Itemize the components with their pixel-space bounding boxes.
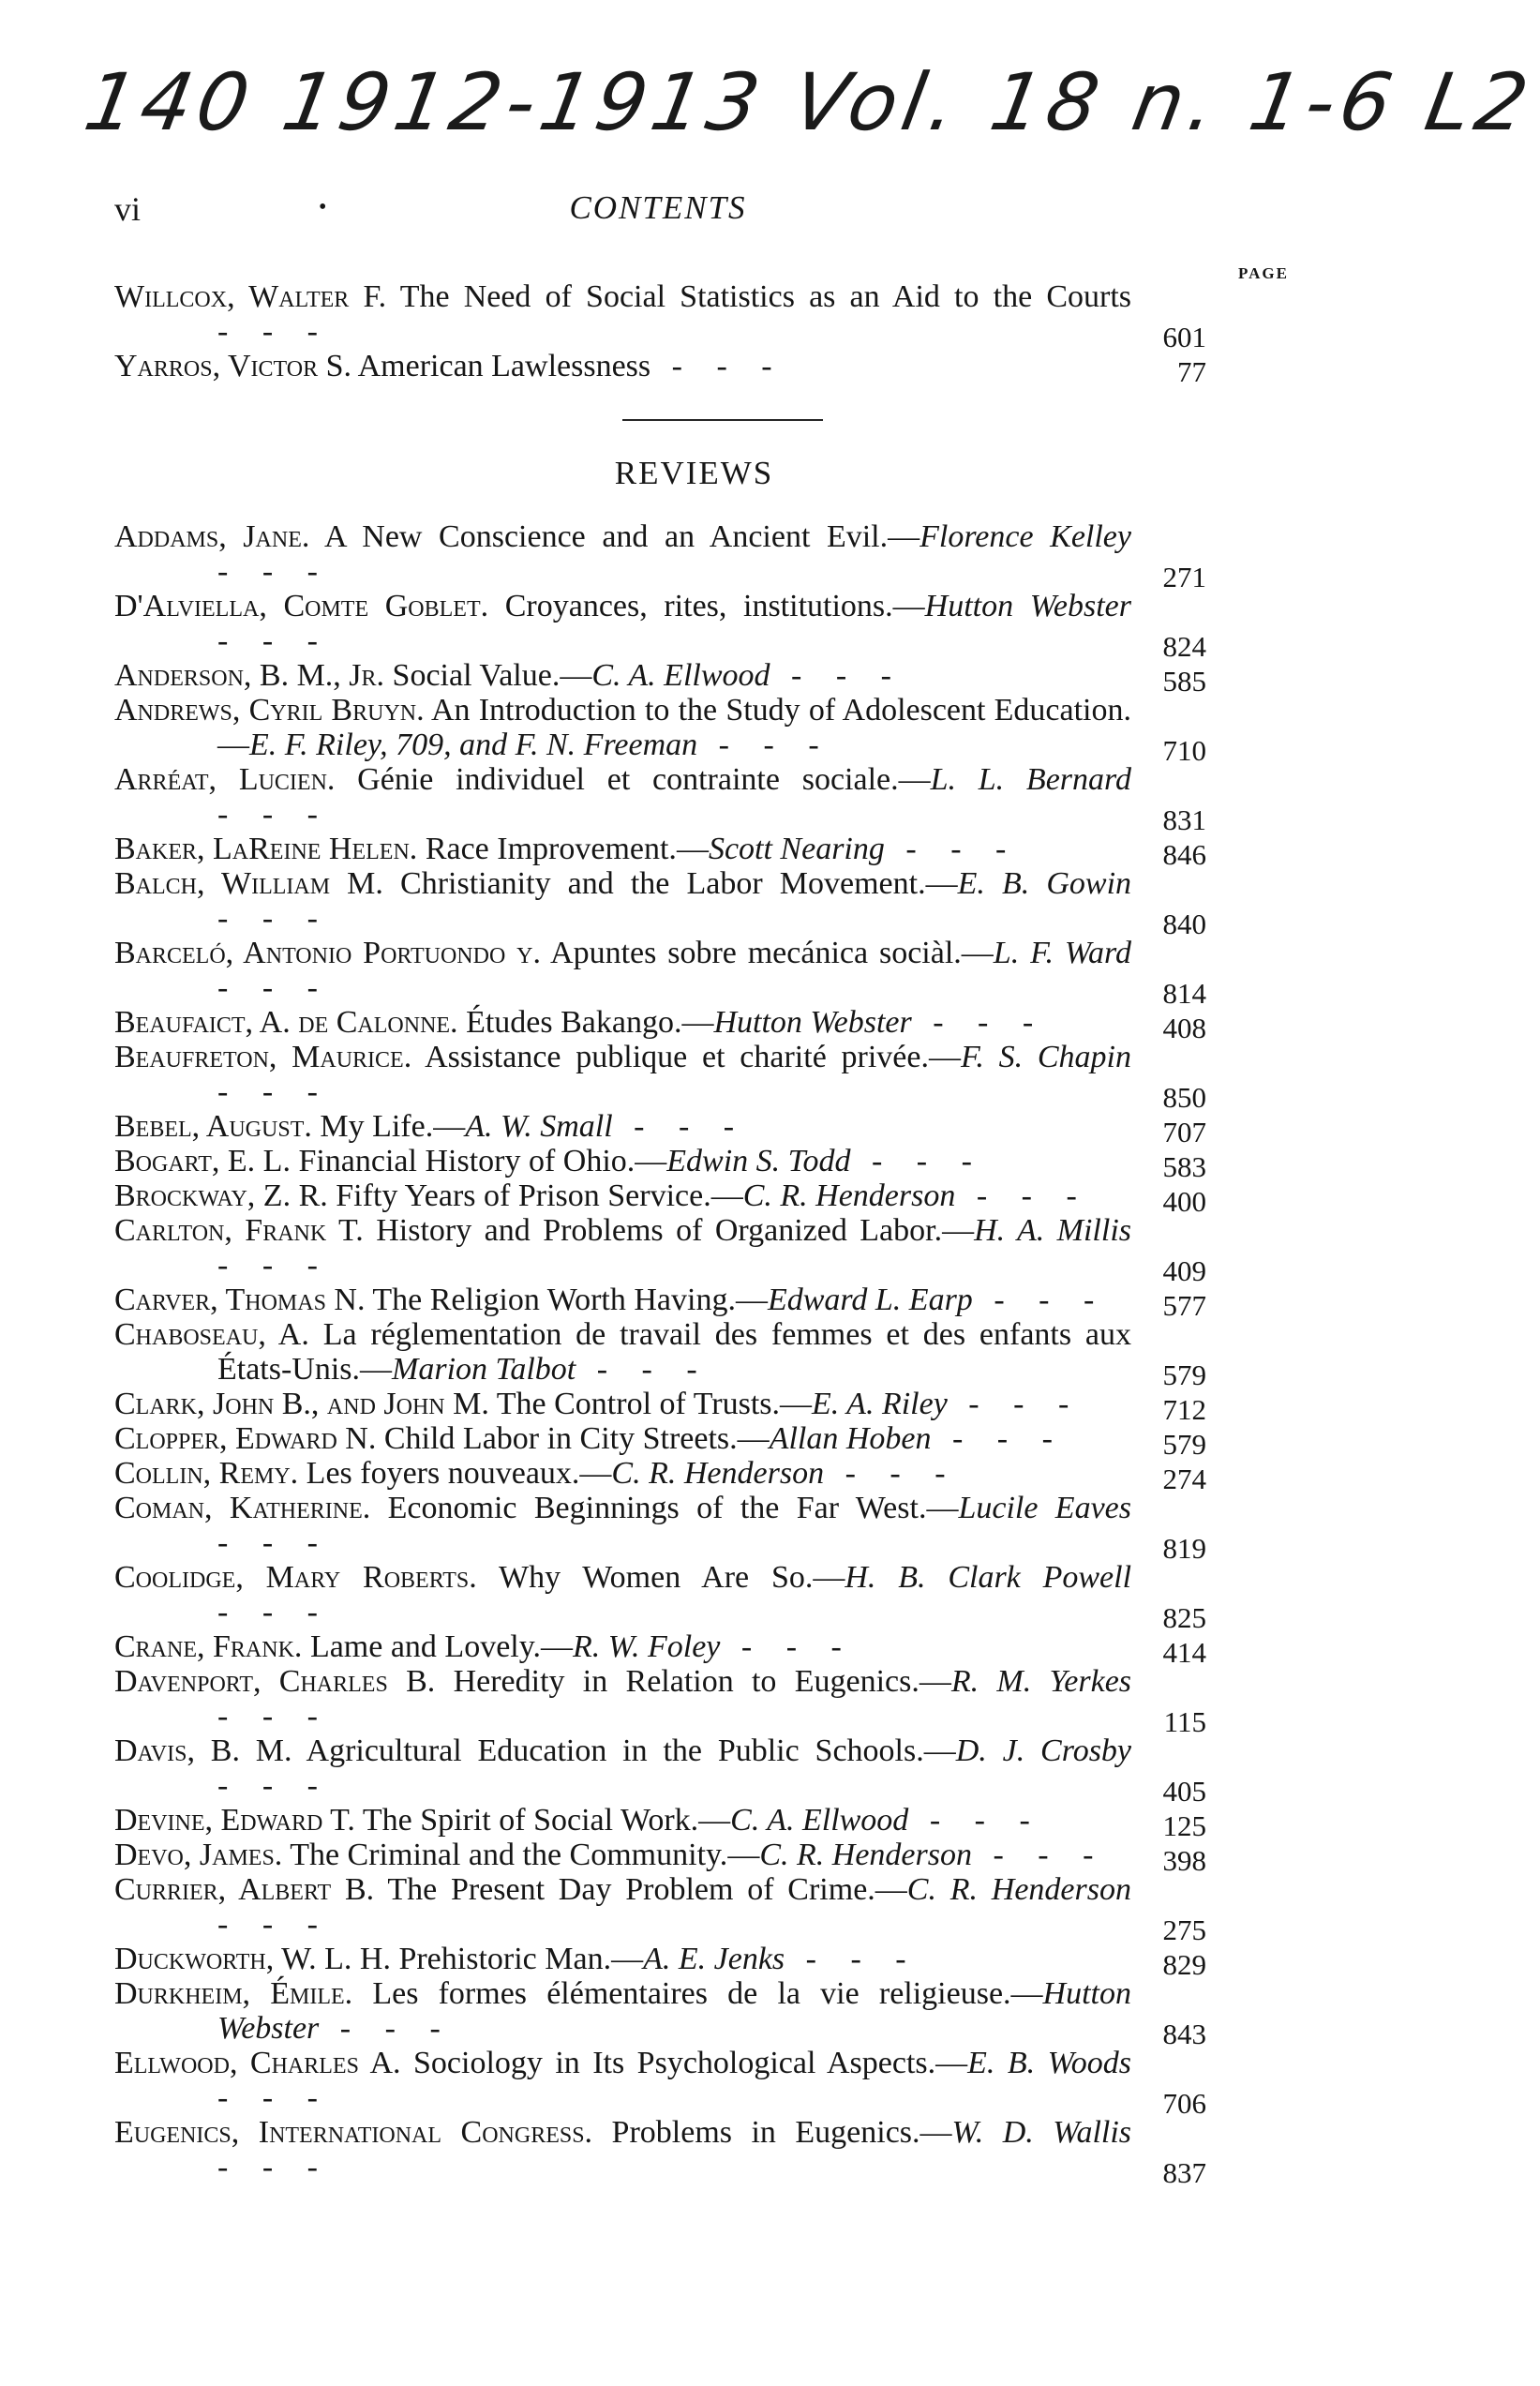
- entry-author: Carver, Thomas N.: [114, 1283, 366, 1317]
- entry-reviewer: R. M. Yerkes: [950, 1664, 1132, 1699]
- toc-entry: [114, 1733, 1206, 1808]
- toc-entry: [114, 1872, 1206, 1946]
- toc-entry: [114, 1629, 1206, 1669]
- dot-leader: - - -: [824, 1456, 959, 1491]
- toc-entry: [114, 1144, 1206, 1183]
- entry-page-number: 706: [1162, 2087, 1206, 2120]
- entry-author: Yarros, Victor S.: [114, 349, 351, 383]
- dot-leader: - - -: [972, 1283, 1108, 1317]
- entry-reviewer: Hutton Webster: [713, 1005, 912, 1040]
- contents-title: CONTENTS: [569, 189, 747, 226]
- entry-page-number: 710: [1162, 734, 1206, 767]
- entry-text: Beaufreton, Maurice. Assistance publique et charité privée.—F. S. Chapin - - -: [114, 1040, 1131, 1109]
- toc-entry: [114, 1317, 1206, 1391]
- entry-title: Prehistoric Man.: [398, 1942, 612, 1976]
- toc-entry: [114, 519, 1206, 593]
- entry-reviewer: A. E. Jenks: [643, 1942, 785, 1976]
- dot-leader: - - -: [217, 797, 331, 832]
- entry-text: Davis, B. M. Agricultural Education in the Public Schools.—D. J. Crosby - - -: [114, 1733, 1132, 1803]
- toc-entry: [114, 349, 1206, 388]
- entry-author: Devine, Edward T.: [114, 1803, 355, 1838]
- entry-page-number: 850: [1162, 1081, 1206, 1114]
- entry-title: A New Conscience and an Ancient Evil.: [324, 519, 889, 554]
- entry-reviewer: F. S. Chapin: [960, 1040, 1131, 1074]
- dot-leader: - - -: [971, 1838, 1107, 1872]
- entry-title: Heredity in Relation to Eugenics.: [453, 1664, 920, 1699]
- entry-title: Fifty Years of Prison Service.: [336, 1178, 711, 1213]
- entry-page-number: 579: [1162, 1428, 1206, 1461]
- entry-page-number: 579: [1162, 1358, 1206, 1391]
- entry-author: Collin, Remy.: [114, 1456, 299, 1491]
- entry-reviewer: L. L. Bernard: [930, 762, 1131, 797]
- entry-text: Andrews, Cyril Bruyn. An Introduction to the Study of Adolescent Education.—E. F. Riley, 709, and F. N. Freeman - - -: [114, 693, 1131, 762]
- entry-author: Addams, Jane.: [114, 519, 310, 554]
- dot-leader: - - -: [612, 1109, 748, 1144]
- entry-page-number: 400: [1162, 1185, 1206, 1218]
- dot-leader: - - -: [217, 901, 331, 936]
- entry-title: Assistance publique et charité privée.: [425, 1040, 929, 1074]
- entry-text: Anderson, B. M., Jr. Social Value.—C. A. Ellwood - - -: [114, 658, 905, 693]
- entry-text: D'Alviella, Comte Goblet. Croyances, rites, institutions.—Hutton Webster - - -: [114, 589, 1132, 658]
- toc-entry: [114, 1213, 1206, 1287]
- entry-title: Agricultural Education in the Public Schools.: [306, 1733, 924, 1768]
- entry-title: Problems in Eugenics.: [611, 2115, 920, 2150]
- entry-reviewer: C. A. Ellwood: [730, 1803, 909, 1838]
- toc-entry: [114, 1040, 1206, 1114]
- entry-author: D'Alviella, Comte Goblet.: [114, 589, 489, 623]
- entry-title: Financial History of Ohio.: [298, 1144, 635, 1178]
- entry-reviewer: Hutton Webster: [217, 1976, 1131, 2046]
- dot-leader: - - -: [576, 1352, 710, 1387]
- toc-entry: [114, 2046, 1206, 2120]
- entry-reviewer: C. R. Henderson: [759, 1838, 972, 1872]
- toc-entry: [114, 762, 1206, 836]
- entry-reviewer: E. A. Riley: [812, 1387, 948, 1421]
- entry-reviewer: Marion Talbot: [392, 1352, 576, 1387]
- entry-reviewer: Scott Nearing: [708, 832, 885, 866]
- entry-author: Balch, William M.: [114, 866, 383, 901]
- entry-page-number: 840: [1162, 908, 1206, 940]
- dot-leader: - - -: [217, 1699, 331, 1733]
- entry-reviewer: E. B. Gowin: [957, 866, 1132, 901]
- entry-author: Duckworth, W. L. H.: [114, 1942, 391, 1976]
- toc-entry: [114, 866, 1206, 940]
- dot-leader: - - -: [217, 314, 331, 349]
- entry-author: Barceló, Antonio Portuondo y.: [114, 936, 541, 970]
- toc-entry: [114, 1283, 1206, 1322]
- entry-text: Baker, LaReine Helen. Race Improvement.—Scott Nearing - - -: [114, 832, 1020, 866]
- page-column-label: PAGE: [1238, 264, 1289, 282]
- dot-leader: - - -: [770, 658, 905, 693]
- entry-page-number: 271: [1162, 561, 1206, 593]
- toc-entry: [114, 1387, 1206, 1426]
- toc-entry: [114, 832, 1206, 871]
- entry-title: My Life.: [320, 1109, 434, 1144]
- entry-author: Ellwood, Charles A.: [114, 2046, 401, 2080]
- entry-author: Davenport, Charles B.: [114, 1664, 436, 1699]
- entry-author: Andrews, Cyril Bruyn.: [114, 693, 425, 728]
- dot-leader: - - -: [720, 1629, 855, 1664]
- toc-entry: [114, 279, 1206, 353]
- entry-page-number: 829: [1162, 1948, 1206, 1981]
- entry-text: Coolidge, Mary Roberts. Why Women Are So.—H. B. Clark Powell - - -: [114, 1560, 1132, 1629]
- entry-reviewer: Hutton Webster: [924, 589, 1132, 623]
- entry-page-number: 398: [1162, 1844, 1206, 1877]
- entry-title: Croyances, rites, institutions.: [504, 589, 893, 623]
- entry-page-number: 77: [1177, 355, 1206, 388]
- entry-reviewer: D. J. Crosby: [955, 1733, 1132, 1768]
- toc-entry: [114, 1005, 1206, 1044]
- entry-page-number: 115: [1163, 1705, 1206, 1738]
- entry-reviewer: L. F. Ward: [993, 936, 1132, 970]
- entry-title: The Criminal and the Community.: [290, 1838, 728, 1872]
- entry-text: Devo, James. The Criminal and the Community.—C. R. Henderson - - -: [114, 1838, 1107, 1872]
- toc-entry: [114, 693, 1206, 767]
- entry-page-number: 125: [1162, 1809, 1206, 1842]
- entry-text: Addams, Jane. A New Conscience and an Ancient Evil.—Florence Kelley - - -: [114, 519, 1131, 589]
- entry-title: Sociology in Its Psychological Aspects.: [413, 2046, 936, 2080]
- dot-leader: - - -: [217, 970, 331, 1005]
- dot-leader: - - -: [319, 2011, 454, 2046]
- entry-reviewer: R. W. Foley: [573, 1629, 721, 1664]
- toc-entry: [114, 1976, 1206, 2050]
- entry-author: Beaufreton, Maurice.: [114, 1040, 412, 1074]
- toc-entry: [114, 1421, 1206, 1461]
- dot-leader: - - -: [931, 1421, 1066, 1456]
- entry-title: The Control of Trusts.: [496, 1387, 781, 1421]
- entry-text: Coman, Katherine. Economic Beginnings of the Far West.—Lucile Eaves - - -: [114, 1491, 1131, 1560]
- entry-reviewer: C. R. Henderson: [742, 1178, 956, 1213]
- entry-page-number: 707: [1162, 1116, 1206, 1148]
- entry-reviewer: H. A. Millis: [974, 1213, 1131, 1248]
- entry-text: Devine, Edward T. The Spirit of Social Work.—C. A. Ellwood - - -: [114, 1803, 1043, 1838]
- toc-entry: [114, 2115, 1206, 2189]
- entry-author: Clopper, Edward N.: [114, 1421, 377, 1456]
- entry-text: Ellwood, Charles A. Sociology in Its Psychological Aspects.—E. B. Woods - - -: [114, 2046, 1131, 2115]
- running-head: [114, 189, 1202, 236]
- bullet-mark: •: [319, 195, 327, 219]
- entry-title: History and Problems of Organized Labor.: [376, 1213, 943, 1248]
- entry-page-number: 275: [1162, 1913, 1206, 1946]
- entry-author: Brockway, Z. R.: [114, 1178, 328, 1213]
- dot-leader: - - -: [884, 832, 1020, 866]
- dot-leader: - - -: [217, 1595, 331, 1629]
- dot-leader: - - -: [217, 623, 331, 658]
- toc-entry: [114, 1560, 1206, 1634]
- entry-title: Apuntes sobre mecánica sociàl.: [550, 936, 962, 970]
- entry-title: Economic Beginnings of the Far West.: [387, 1491, 927, 1525]
- toc-entry: [114, 1803, 1206, 1842]
- page-folio: vi: [114, 190, 142, 228]
- entry-author: Anderson, B. M., Jr.: [114, 658, 385, 693]
- entry-page-number: 585: [1162, 665, 1206, 698]
- toc-entry: [114, 1664, 1206, 1738]
- entry-title: The Religion Worth Having.: [372, 1283, 736, 1317]
- entry-author: Davis, B. M.: [114, 1733, 292, 1768]
- entry-text: Chaboseau, A. La réglementation de travail des femmes et des enfants aux États-Unis.—Marion Talbot - - -: [114, 1317, 1132, 1387]
- entry-author: Coolidge, Mary Roberts.: [114, 1560, 477, 1595]
- dot-leader: - - -: [785, 1942, 920, 1976]
- entry-reviewer: Edward L. Earp: [767, 1283, 973, 1317]
- entry-page-number: 831: [1162, 803, 1206, 836]
- entry-text: Duckworth, W. L. H. Prehistoric Man.—A. E. Jenks - - -: [114, 1942, 920, 1976]
- dot-leader: - - -: [217, 2150, 331, 2184]
- reviews-list: [114, 519, 1206, 2189]
- entry-author: Coman, Katherine.: [114, 1491, 371, 1525]
- entry-title: The Present Day Problem of Crime.: [387, 1872, 875, 1907]
- entry-text: Bebel, August. My Life.—A. W. Small - - -: [114, 1109, 748, 1144]
- dot-leader: - - -: [217, 1768, 331, 1803]
- toc-entry: [114, 658, 1206, 698]
- entry-title: Lame and Lovely.: [309, 1629, 542, 1664]
- entry-title: The Spirit of Social Work.: [362, 1803, 699, 1838]
- handwritten-shelf-note: 140 1912-1913 Vol. 18 n. 1-6 L2: [78, 56, 1540, 148]
- entry-reviewer: W. D. Wallis: [951, 2115, 1132, 2150]
- entry-author: Willcox, Walter F.: [114, 279, 387, 314]
- entry-text: Clark, John B., and John M. The Control of Trusts.—E. A. Riley - - -: [114, 1387, 1083, 1421]
- entry-author: Arréat, Lucien.: [114, 762, 336, 797]
- toc-entry: [114, 1456, 1206, 1495]
- entry-author: Currier, Albert B.: [114, 1872, 375, 1907]
- entry-author: Durkheim, Émile.: [114, 1976, 353, 2011]
- dot-leader: - - -: [650, 349, 785, 383]
- toc-entry: [114, 1178, 1206, 1218]
- entry-author: Eugenics, International Congress.: [114, 2115, 593, 2150]
- entry-text: Bogart, E. L. Financial History of Ohio.—Edwin S. Todd - - -: [114, 1144, 985, 1178]
- section-divider: [622, 419, 823, 421]
- entry-text: Barceló, Antonio Portuondo y. Apuntes sobre mecánica sociàl.—L. F. Ward - - -: [114, 936, 1132, 1005]
- entry-page-number: 577: [1162, 1289, 1206, 1322]
- entry-text: Carver, Thomas N. The Religion Worth Having.—Edward L. Earp - - -: [114, 1283, 1108, 1317]
- entry-title: Génie individuel et contrainte sociale.: [357, 762, 899, 797]
- entry-author: Chaboseau, A.: [114, 1317, 309, 1352]
- entry-title: Les foyers nouveaux.: [306, 1456, 580, 1491]
- dot-leader: - - -: [955, 1178, 1090, 1213]
- entry-title: Christianity and the Labor Movement.: [400, 866, 926, 901]
- entry-reviewer: E. F. Riley, 709, and F. N. Freeman: [249, 728, 698, 762]
- dot-leader: - - -: [697, 728, 832, 762]
- entry-author: Devo, James.: [114, 1838, 283, 1872]
- entry-page-number: 712: [1162, 1393, 1206, 1426]
- entry-page-number: 274: [1162, 1463, 1206, 1495]
- entry-text: Collin, Remy. Les foyers nouveaux.—C. R. Henderson - - -: [114, 1456, 959, 1491]
- entry-page-number: 814: [1162, 977, 1206, 1010]
- entry-title: Les formes élémentaires de la vie religieuse.: [372, 1976, 1011, 2011]
- articles-list: [114, 279, 1206, 388]
- entry-author: Beaufaict, A. de Calonne.: [114, 1005, 458, 1040]
- entry-author: Clark, John B., and John M.: [114, 1387, 489, 1421]
- entry-author: Carlton, Frank T.: [114, 1213, 364, 1248]
- toc-entry: [114, 1942, 1206, 1981]
- entry-page-number: 414: [1162, 1636, 1206, 1669]
- entry-reviewer: C. A. Ellwood: [591, 658, 770, 693]
- entry-title: Race Improvement.: [425, 832, 677, 866]
- dot-leader: - - -: [217, 1525, 331, 1560]
- toc-entry: [114, 936, 1206, 1010]
- entry-title: Why Women Are So.: [499, 1560, 814, 1595]
- dot-leader: - - -: [217, 554, 331, 589]
- entry-reviewer: Lucile Eaves: [958, 1491, 1131, 1525]
- dot-leader: - - -: [217, 1248, 331, 1283]
- entry-page-number: 825: [1162, 1601, 1206, 1634]
- entry-title: American Lawlessness: [357, 349, 651, 383]
- entry-page-number: 843: [1162, 2018, 1206, 2050]
- entry-page-number: 601: [1162, 321, 1206, 353]
- entry-text: Balch, William M. Christianity and the Labor Movement.—E. B. Gowin - - -: [114, 866, 1132, 936]
- entry-text: [114, 279, 1131, 349]
- dot-leader: - - -: [217, 1074, 331, 1109]
- entry-page-number: 408: [1162, 1012, 1206, 1044]
- entry-text: Carlton, Frank T. History and Problems of Organized Labor.—H. A. Millis - - -: [114, 1213, 1131, 1283]
- entry-reviewer: Florence Kelley: [920, 519, 1131, 554]
- entry-text: Brockway, Z. R. Fifty Years of Prison Service.—C. R. Henderson - - -: [114, 1178, 1090, 1213]
- dot-leader: - - -: [947, 1387, 1083, 1421]
- entry-title: Social Value.: [392, 658, 561, 693]
- entry-text: Clopper, Edward N. Child Labor in City Streets.—Allan Hoben - - -: [114, 1421, 1066, 1456]
- entry-text: [114, 349, 1131, 383]
- entry-text: Durkheim, Émile. Les formes élémentaires de la vie religieuse.—Hutton Webster - - -: [114, 1976, 1131, 2046]
- entry-reviewer: C. R. Henderson: [906, 1872, 1131, 1907]
- entry-page-number: 405: [1162, 1775, 1206, 1808]
- toc-entry: [114, 1838, 1206, 1877]
- entry-title: La réglementation de travail des femmes et des enfants aux États-Unis.: [217, 1317, 1132, 1387]
- entry-author: Bebel, August.: [114, 1109, 312, 1144]
- entry-title: An Introduction to the Study of Adolescent Education.: [430, 693, 1131, 728]
- entry-page-number: 819: [1162, 1532, 1206, 1565]
- entry-text: Davenport, Charles B. Heredity in Relation to Eugenics.—R. M. Yerkes - - -: [114, 1664, 1132, 1733]
- entry-text: Eugenics, International Congress. Problems in Eugenics.—W. D. Wallis - - -: [114, 2115, 1132, 2184]
- entry-title: The Need of Social Statistics as an Aid to the Courts: [399, 279, 1132, 314]
- entry-author: Bogart, E. L.: [114, 1144, 291, 1178]
- entry-reviewer: Edwin S. Todd: [666, 1144, 851, 1178]
- reviews-heading: REVIEWS: [614, 455, 774, 491]
- dot-leader: - - -: [911, 1005, 1047, 1040]
- toc-entry: [114, 1109, 1206, 1148]
- entry-text: Beaufaict, A. de Calonne. Études Bakango.—Hutton Webster - - -: [114, 1005, 1047, 1040]
- entry-text: Currier, Albert B. The Present Day Problem of Crime.—C. R. Henderson - - -: [114, 1872, 1131, 1942]
- entry-page-number: 583: [1162, 1150, 1206, 1183]
- entry-author: Baker, LaReine Helen.: [114, 832, 418, 866]
- entry-author: Crane, Frank.: [114, 1629, 303, 1664]
- dot-leader: - - -: [908, 1803, 1043, 1838]
- toc-entry: [114, 1491, 1206, 1565]
- entry-reviewer: E. B. Woods: [967, 2046, 1131, 2080]
- entry-reviewer: C. R. Henderson: [611, 1456, 825, 1491]
- entry-text: Arréat, Lucien. Génie individuel et contrainte sociale.—L. L. Bernard - - -: [114, 762, 1131, 832]
- entry-text: Crane, Frank. Lame and Lovely.—R. W. Foley - - -: [114, 1629, 855, 1664]
- entry-page-number: 409: [1162, 1254, 1206, 1287]
- dot-leader: - - -: [850, 1144, 985, 1178]
- entry-page-number: 846: [1162, 838, 1206, 871]
- dot-leader: - - -: [217, 1907, 331, 1942]
- entry-reviewer: A. W. Small: [465, 1109, 613, 1144]
- entry-page-number: 824: [1162, 630, 1206, 663]
- entry-reviewer: H. B. Clark Powell: [845, 1560, 1132, 1595]
- entry-title: Child Labor in City Streets.: [383, 1421, 738, 1456]
- dot-leader: - - -: [217, 2080, 331, 2115]
- entry-title: Études Bakango.: [466, 1005, 682, 1040]
- entry-page-number: 837: [1162, 2156, 1206, 2189]
- toc-entry: [114, 589, 1206, 663]
- entry-reviewer: Allan Hoben: [769, 1421, 932, 1456]
